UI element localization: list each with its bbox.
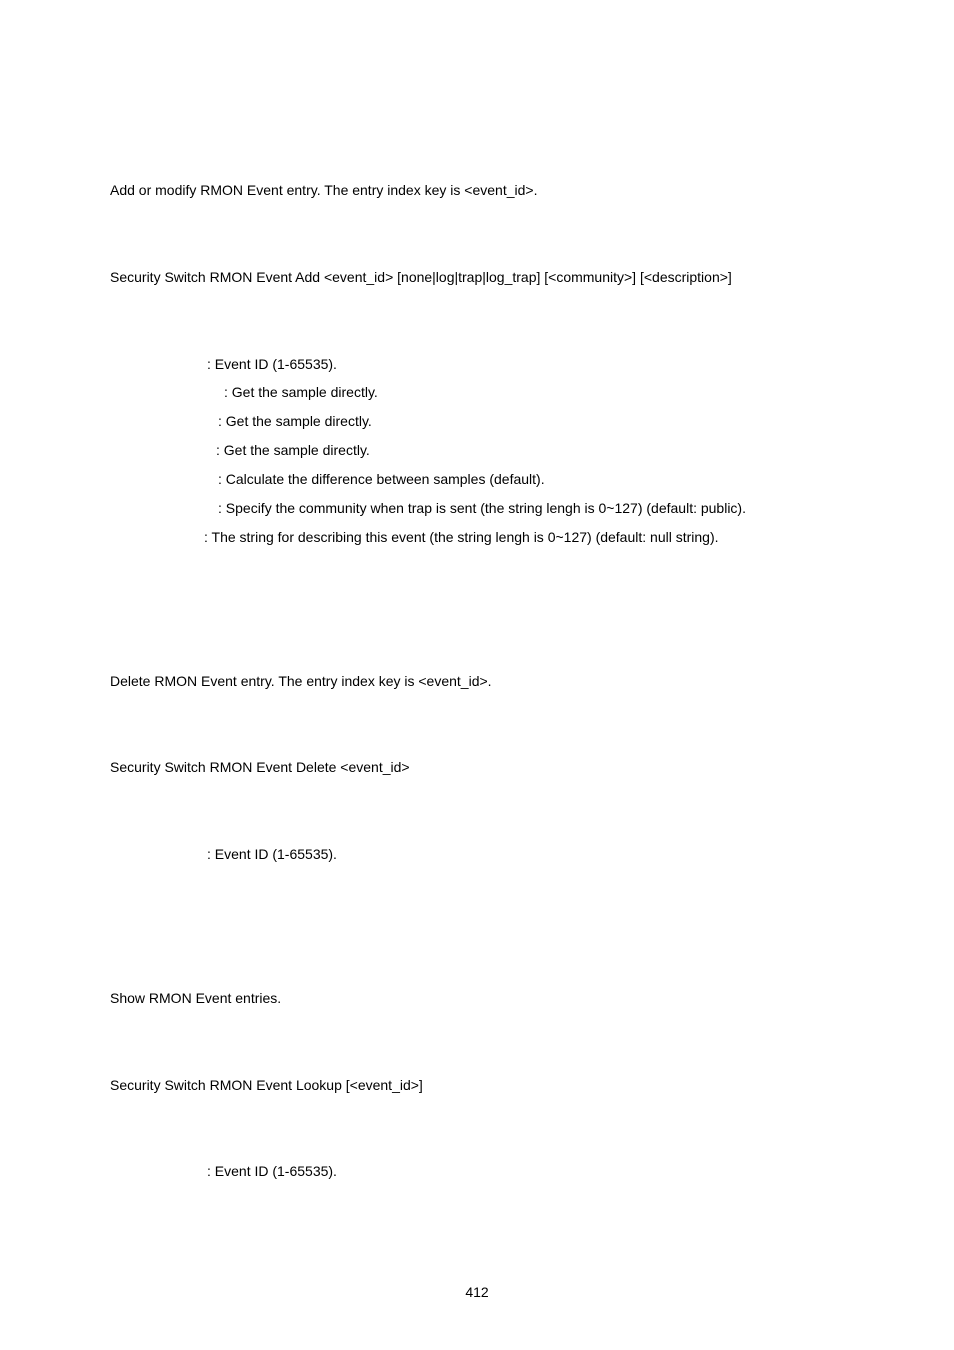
page-number: 412: [465, 1284, 489, 1300]
section-1-param-log-trap: : Calculate the difference between samples (default).: [218, 471, 545, 487]
section-2-description: Delete RMON Event entry. The entry index key is <event_id>.: [110, 673, 492, 689]
section-1-param-community: : Specify the community when trap is sent (the string lengh is 0~127) (default: public).: [218, 500, 746, 516]
section-3-param-event-id: : Event ID (1-65535).: [207, 1163, 337, 1179]
section-3-syntax: Security Switch RMON Event Lookup [<event_id>]: [110, 1077, 423, 1093]
section-1-param-event-id: : Event ID (1-65535).: [207, 356, 337, 372]
section-1-param-log: : Get the sample directly.: [218, 413, 372, 429]
section-3-description: Show RMON Event entries.: [110, 990, 282, 1006]
section-1-syntax: Security Switch RMON Event Add <event_id> [none|log|trap|log_trap] [<community>] [<description>]: [110, 269, 732, 285]
section-1-param-description: : The string for describing this event (the string lengh is 0~127) (default: null string).: [204, 529, 719, 545]
section-1-description: Add or modify RMON Event entry. The entry index key is <event_id>.: [110, 182, 538, 198]
section-2-syntax: Security Switch RMON Event Delete <event_id>: [110, 759, 410, 775]
section-1-param-none: : Get the sample directly.: [224, 384, 378, 400]
section-1-param-trap: : Get the sample directly.: [216, 442, 370, 458]
section-2-param-event-id: : Event ID (1-65535).: [207, 846, 337, 862]
